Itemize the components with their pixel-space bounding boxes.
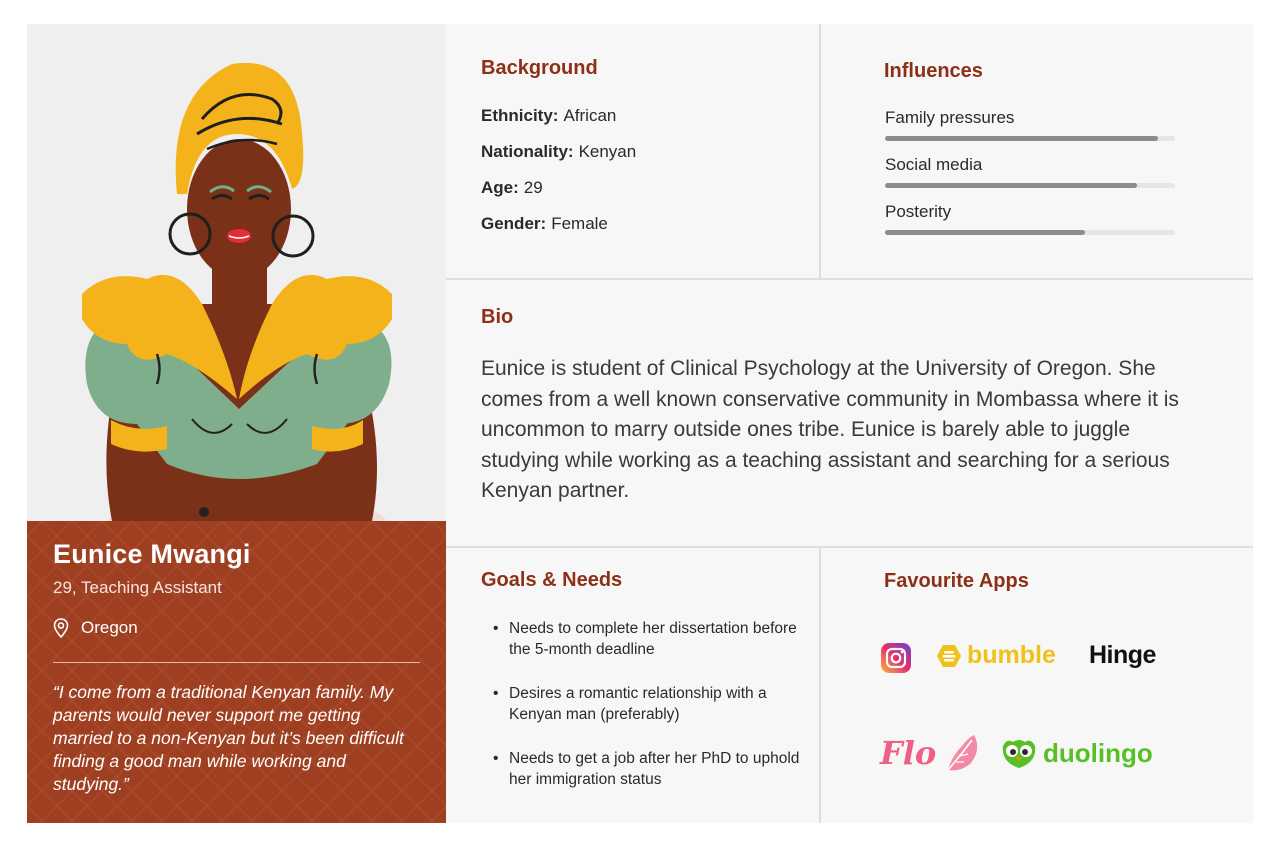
divider	[53, 662, 420, 663]
app-flo	[880, 732, 982, 774]
location-text: Oregon	[81, 618, 138, 637]
persona-card	[27, 24, 1253, 823]
persona-quote: “I come from a traditional Kenyan family. My parents would never support me getting married to a non-Kenyan but it’s been difficult finding a good man while working and studying.”	[53, 682, 404, 794]
divider	[819, 548, 821, 823]
row-label: Gender:	[481, 214, 547, 233]
goal-item: • Desires a romantic relationship with a Kenyan man (preferably)	[493, 683, 813, 725]
row-label: Age:	[481, 178, 519, 197]
background-heading: Background	[481, 57, 598, 79]
bumble-icon	[936, 643, 962, 669]
location-row	[53, 618, 420, 638]
influence-item	[885, 155, 1175, 202]
influence-bar	[885, 183, 1175, 188]
influence-bar-fill	[885, 136, 1158, 141]
location-pin-icon	[53, 618, 69, 638]
app-hinge	[1089, 641, 1156, 670]
row-value: 29	[523, 178, 543, 197]
bio-text: Eunice is student of Clinical Psychology at the University of Oregon. She comes from a well known conservative community in Mombassa where it is uncommon to marry outside ones tribe. Eunice is barely able to juggle studying while working as a teaching assistant and searching for a serious Kenyan partner.	[481, 357, 1179, 502]
background-row	[481, 178, 636, 214]
background-row	[481, 106, 636, 142]
goal-item: • Needs to complete her dissertation before the 5-month deadline	[493, 618, 813, 660]
influence-bar	[885, 230, 1175, 235]
row-label: Ethnicity:	[481, 106, 559, 125]
persona-name: Eunice Mwangi	[53, 539, 251, 569]
row-value: African	[563, 106, 617, 125]
background-row	[481, 142, 636, 178]
divider	[446, 278, 1253, 280]
background-list	[481, 106, 636, 250]
influences-heading: Influences	[884, 60, 983, 82]
influence-label: Social media	[885, 155, 983, 174]
bumble-wordmark: bumble	[967, 641, 1056, 669]
divider	[446, 546, 1253, 548]
influence-item	[885, 108, 1175, 155]
flo-feather-icon	[942, 732, 982, 774]
bio-heading: Bio	[481, 306, 514, 328]
row-value: Kenyan	[578, 142, 637, 161]
row-value: Female	[551, 214, 608, 233]
influence-label: Posterity	[885, 202, 952, 221]
apps-heading: Favourite Apps	[884, 570, 1029, 592]
influence-item	[885, 202, 1175, 249]
influence-bar-fill	[885, 183, 1137, 188]
influence-bar-fill	[885, 230, 1085, 235]
hinge-logo: Hinge	[1089, 641, 1156, 669]
app-instagram	[880, 642, 912, 674]
portrait-illustration	[27, 24, 446, 521]
goals-heading: Goals & Needs	[481, 569, 623, 591]
flo-wordmark: Flo	[880, 734, 937, 772]
persona-subtitle: 29, Teaching Assistant	[53, 578, 222, 597]
influences-list	[885, 108, 1175, 249]
duolingo-owl-icon	[999, 736, 1039, 770]
influence-bar	[885, 136, 1175, 141]
instagram-icon	[880, 642, 912, 674]
divider	[819, 24, 821, 278]
app-duolingo	[999, 736, 1153, 770]
goal-item: • Needs to get a job after her PhD to uphold her immigration status	[493, 748, 813, 790]
goals-list	[493, 618, 813, 813]
row-label: Nationality:	[481, 142, 574, 161]
app-bumble	[936, 641, 1056, 670]
profile-panel	[27, 521, 446, 823]
influence-label: Family pressures	[885, 108, 1015, 127]
background-row	[481, 214, 636, 250]
persona-avatar-illustration	[27, 24, 446, 521]
duolingo-wordmark: duolingo	[1043, 737, 1153, 768]
